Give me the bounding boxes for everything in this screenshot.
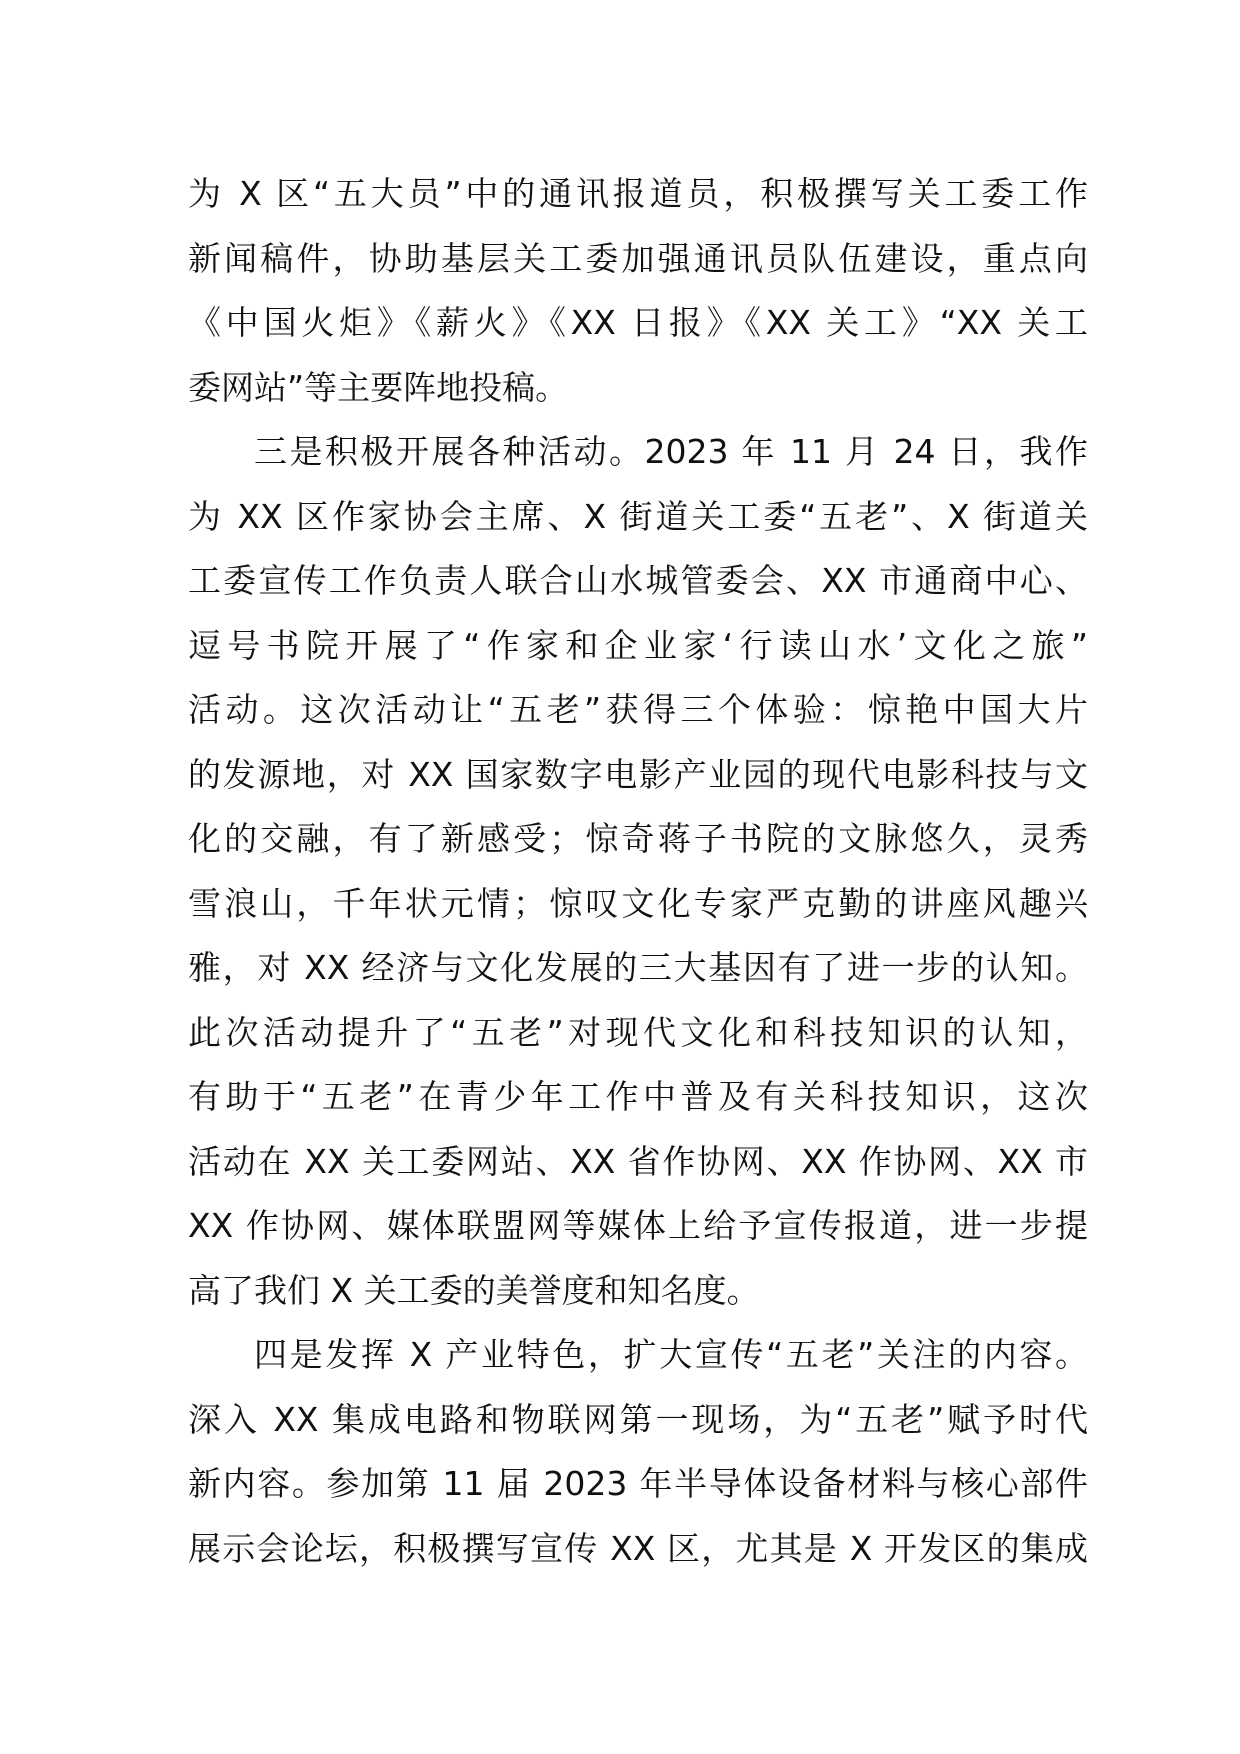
text-line-21: 新内容。参加第 11 届 2023 年半导体设备材料与核心部件 bbox=[188, 1464, 1088, 1503]
text-line-5: 三是积极开展各种活动。2023 年 11 月 24 日，我作 bbox=[254, 432, 1088, 471]
text-line-20: 深入 XX 集成电路和物联网第一现场，为“五老”赋予时代 bbox=[188, 1399, 1088, 1439]
text-line-2: 新闻稿件，协助基层关工委加强通讯员队伍建设，重点向 bbox=[188, 238, 1088, 278]
text-line-10: 的发源地，对 XX 国家数字电影产业园的现代电影科技与文 bbox=[188, 754, 1088, 794]
text-line-13: 雅，对 XX 经济与文化发展的三大基因有了进一步的认知。 bbox=[188, 948, 1088, 987]
text-line-18: 高了我们 X 关工委的美誉度和知名度。 bbox=[188, 1270, 760, 1310]
text-line-4: 委网站”等主要阵地投稿。 bbox=[188, 367, 569, 407]
text-line-3: 《中国火炬》《薪火》《XX 日报》《XX 关工》“XX 关工 bbox=[188, 303, 1088, 342]
text-line-16: 活动在 XX 关工委网站、XX 省作协网、XX 作协网、XX 市 bbox=[188, 1141, 1088, 1181]
text-line-8: 逗号书院开展了“作家和企业家‘行读山水’文化之旅” bbox=[188, 625, 1088, 665]
text-line-22: 展示会论坛，积极撰写宣传 XX 区，尤其是 X 开发区的集成 bbox=[188, 1528, 1088, 1568]
text-line-15: 有助于“五老”在青少年工作中普及有关科技知识，这次 bbox=[188, 1077, 1088, 1116]
text-line-17: XX 作协网、媒体联盟网等媒体上给予宣传报道，进一步提 bbox=[188, 1206, 1088, 1245]
text-line-7: 工委宣传工作负责人联合山水城管委会、XX 市通商中心、 bbox=[188, 561, 1088, 600]
text-line-12: 雪浪山，千年状元情；惊叹文化专家严克勤的讲座风趣兴 bbox=[188, 883, 1088, 923]
text-line-1: 为 X 区“五大员”中的通讯报道员，积极撰写关工委工作 bbox=[188, 174, 1088, 213]
text-line-11: 化的交融，有了新感受；惊奇蒋子书院的文脉悠久，灵秀 bbox=[188, 819, 1088, 858]
text-line-19: 四是发挥 X 产业特色，扩大宣传“五老”关注的内容。 bbox=[254, 1335, 1088, 1374]
document-body bbox=[188, 162, 1088, 1581]
text-line-6: 为 XX 区作家协会主席、X 街道关工委“五老”、X 街道关 bbox=[188, 496, 1088, 536]
text-line-9: 活动。这次活动让“五老”获得三个体验：惊艳中国大片 bbox=[188, 690, 1088, 729]
text-line-14: 此次活动提升了“五老”对现代文化和科技知识的认知， bbox=[188, 1012, 1088, 1052]
